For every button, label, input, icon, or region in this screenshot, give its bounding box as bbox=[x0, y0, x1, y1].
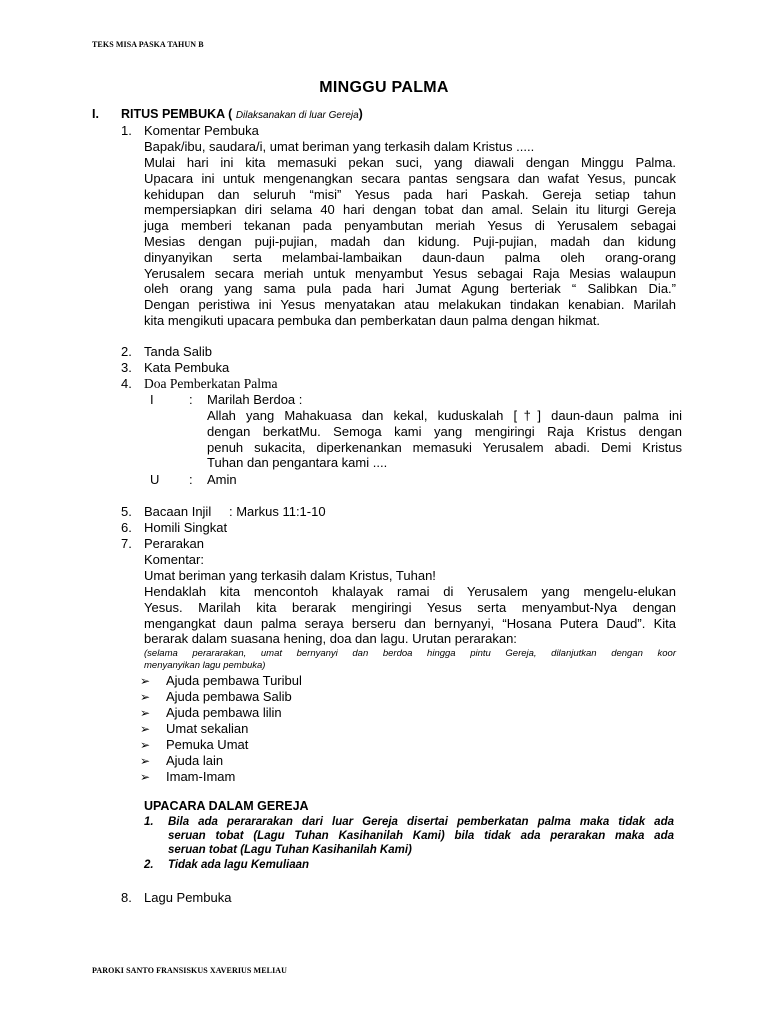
prayer-response: Amin bbox=[207, 472, 237, 487]
commentary-paragraph bbox=[144, 155, 676, 329]
prayer-text bbox=[207, 408, 682, 471]
upacara-heading: UPACARA DALAM GEREJA bbox=[144, 799, 309, 813]
running-footer: PAROKI SANTO FRANSISKUS XAVERIUS MELIAU bbox=[92, 966, 288, 975]
arrow-bullet-icon: ➢ bbox=[140, 690, 151, 704]
commentary-line: Yerusalem secara meriah untuk menyambut Yesus sebagai Raja Mesias walaupun bbox=[144, 265, 676, 281]
arrow-bullet-icon: ➢ bbox=[140, 722, 151, 736]
list-item bbox=[140, 753, 302, 769]
list-item-label: Umat sekalian bbox=[166, 721, 249, 736]
commentary-line: juga memberi tekanan pada penyambutan meriah Yesus di Yerusalem sebagai bbox=[144, 218, 676, 234]
prayer-intro: Marilah Berdoa : bbox=[207, 392, 303, 407]
upacara-item-2-text: Tidak ada lagu Kemuliaan bbox=[168, 859, 310, 871]
list-item bbox=[140, 689, 302, 705]
section-heading-text: RITUS PEMBUKA ( bbox=[121, 107, 236, 121]
komentar-line: Hendaklah kita mencontoh khalayak ramai di Yerusalem yang mengelu-elukan bbox=[144, 584, 676, 599]
list-item-label: Imam-Imam bbox=[166, 769, 236, 784]
commentary-line: kehidupan dan seluruh “misi” Yesus pada hari Paskah. Gereja setiap tahun bbox=[144, 186, 676, 202]
commentary-line: Mulai hari ini kita memasuki pekan suci, yang diawali dengan Minggu Palma. bbox=[144, 155, 676, 170]
item-1-number: 1. bbox=[121, 123, 132, 138]
commentary-line: Upacara ini untuk mengenangkan secara pantas sengsara dan wafat Yesus, puncak bbox=[144, 170, 676, 186]
prayer-line: Allah yang Mahakuasa dan kekal, kuduskalah [†] daun-daun palma ini bbox=[207, 408, 682, 423]
section-heading-close: ) bbox=[358, 107, 363, 121]
item-5-number: 5. bbox=[121, 504, 132, 519]
arrow-bullet-icon: ➢ bbox=[140, 754, 151, 768]
item-4-number: 4. bbox=[121, 376, 132, 391]
speaker-priest: I bbox=[150, 392, 154, 407]
item-8-label: Lagu Pembuka bbox=[144, 890, 232, 905]
speaker-colon: : bbox=[189, 392, 193, 407]
upacara-line: seruan tobat (Lagu Tuhan Kasihanilah Kami) bbox=[168, 843, 412, 856]
komentar-line: Yesus. Marilah kita berarak mengiringi Yesus serta menyambut-Nya dengan bbox=[144, 599, 676, 615]
procession-list bbox=[140, 673, 302, 785]
item-5-label: Bacaan Injil bbox=[144, 504, 212, 519]
list-item bbox=[140, 737, 302, 753]
list-item-label: Ajuda pembawa Salib bbox=[166, 689, 292, 704]
note-line: (selama perararakan, umat bernyanyi dan berdoa hingga pintu Gereja, dilanjutkan dengan koor bbox=[144, 648, 676, 659]
page-title: MINGGU PALMA bbox=[319, 79, 449, 96]
komentar-label: Komentar: bbox=[144, 552, 204, 567]
list-item bbox=[140, 721, 302, 737]
list-item-label: Ajuda pembawa Turibul bbox=[166, 673, 302, 688]
commentary-line: mempersiapkan diri selama 40 hari dengan tobat dan amal. Selain itu liturgi Gereja bbox=[144, 202, 676, 218]
arrow-bullet-icon: ➢ bbox=[140, 738, 151, 752]
upacara-line: Bila ada perararakan dari luar Gereja disertai pemberkatan palma maka tidak ada bbox=[168, 816, 674, 828]
item-8-number: 8. bbox=[121, 890, 132, 905]
section-heading bbox=[121, 107, 363, 121]
item-7-label: Perarakan bbox=[144, 536, 204, 551]
arrow-bullet-icon: ➢ bbox=[140, 770, 151, 784]
note-line: menyanyikan lagu pembuka) bbox=[144, 660, 266, 671]
item-6-number: 6. bbox=[121, 520, 132, 535]
prayer-line: Tuhan dan pengantara kami .... bbox=[207, 455, 388, 471]
arrow-bullet-icon: ➢ bbox=[140, 706, 151, 720]
prayer-line: dengan berkatMu. Semoga kami yang mengiringi Raja Kristus dengan bbox=[207, 423, 682, 439]
item-6-label: Homili Singkat bbox=[144, 520, 228, 535]
list-item bbox=[140, 769, 302, 785]
running-header: TEKS MISA PASKA TAHUN B bbox=[92, 40, 204, 49]
komentar-paragraph bbox=[144, 584, 676, 647]
commentary-greeting: Bapak/ibu, saudara/i, umat beriman yang terkasih dalam Kristus ..... bbox=[144, 139, 535, 154]
list-item-label: Pemuka Umat bbox=[166, 737, 249, 752]
section-numeral: I. bbox=[92, 107, 99, 121]
list-item bbox=[140, 705, 302, 721]
list-item-label: Ajuda pembawa lilin bbox=[166, 705, 282, 720]
upacara-item-1-text bbox=[168, 816, 674, 857]
item-3-label: Kata Pembuka bbox=[144, 360, 230, 375]
list-item-label: Ajuda lain bbox=[166, 753, 224, 768]
arrow-bullet-icon: ➢ bbox=[140, 674, 151, 688]
item-2-number: 2. bbox=[121, 344, 132, 359]
item-3-number: 3. bbox=[121, 360, 132, 375]
commentary-line: oleh orang yang sama pula pada hari Jumat Agung berteriak “ Salibkan Dia.” bbox=[144, 281, 676, 297]
upacara-item-1-number: 1. bbox=[144, 816, 154, 828]
upacara-item-2-number: 2. bbox=[144, 859, 154, 871]
komentar-greeting: Umat beriman yang terkasih dalam Kristus, Tuhan! bbox=[144, 568, 436, 583]
upacara-line: seruan tobat (Lagu Tuhan Kasihanilah Kami) bila tidak ada perarakan maka ada bbox=[168, 829, 674, 842]
list-item bbox=[140, 673, 302, 689]
komentar-line: mengangkat daun palma seraya berseru dan bernyanyi, “Hosana Putera Daud”. Kita bbox=[144, 615, 676, 631]
commentary-line: Dengan peristiwa ini Yesus menyatakan atau melakukan tindakan kenabian. Marilah bbox=[144, 297, 676, 313]
prayer-line: penuh sukacita, diperkenankan memasuki Yerusalem abadi. Demi Kristus bbox=[207, 439, 682, 455]
item-5-reference: : Markus 11:1-10 bbox=[229, 504, 326, 519]
speaker-people: U bbox=[150, 472, 160, 487]
item-2-label: Tanda Salib bbox=[144, 344, 212, 359]
commentary-line: Mesias dengan puji-pujian, madah dan kidung. Puji-pujian, madah dan kidung bbox=[144, 233, 676, 249]
item-4-label: Doa Pemberkatan Palma bbox=[144, 376, 278, 391]
section-heading-note: Dilaksanakan di luar Gereja bbox=[235, 110, 359, 121]
komentar-note bbox=[144, 648, 676, 672]
komentar-line: berarak dalam suasana hening, doa dan lagu. Urutan perarakan: bbox=[144, 631, 517, 647]
commentary-line: dinyanyikan serta melambai-lambaikan daun-daun palma oleh orang-orang bbox=[144, 249, 676, 265]
item-7-number: 7. bbox=[121, 536, 132, 551]
commentary-line: kita mengikuti upacara pembuka dan pemberkatan daun palma dengan hikmat. bbox=[144, 312, 601, 328]
item-1-label: Komentar Pembuka bbox=[144, 123, 259, 138]
speaker-colon: : bbox=[189, 472, 193, 487]
